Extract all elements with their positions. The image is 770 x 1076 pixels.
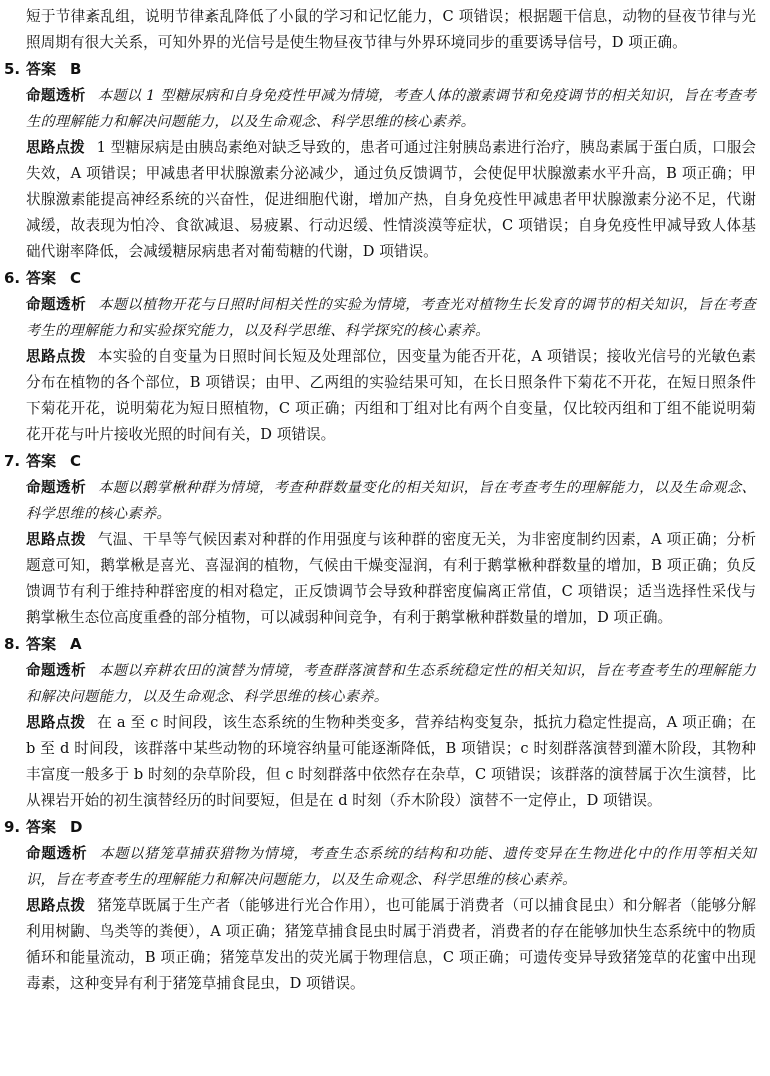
answer-line: [4, 265, 756, 292]
analysis-paragraph: [26, 344, 756, 448]
intro-paragraph: [26, 841, 756, 893]
analysis-text: 气温、干旱等气候因素对种群的作用强度与该种群的密度无关，为非密度制约因素，A 项正确；分析题意可知，鹅掌楸是喜光、喜湿润的植物，气候由干燥变湿润，有利于鹅掌楸种群数量的增加，B 项正确；负反馈调节有利于维持种群密度的相对稳定，正反馈调节会导致种群密度偏离正常值，C 项错误；适当选择性采伐与鹅掌楸生态位高度重叠的部分植物，可以减弱种间竞争，有利于鹅掌楸种群数量的增加，D 项正确。: [26, 531, 756, 626]
analysis-label: 思路点拨: [26, 348, 86, 365]
question-number: 6.: [4, 269, 21, 287]
analysis-text: 猪笼草既属于生产者（能够进行光合作用），也可能属于消费者（可以捕食昆虫）和分解者（能够分解利用树鼩、鸟类等的粪便），A 项正确；猪笼草捕食昆虫时属于消费者，消费者的存在能够加快生态系统中的物质循环和能量流动，B 项正确；猪笼草发出的荧光属于物理信息，C 项正确；可遗传变异导致猪笼草的花蜜中出现毒素，这种变异有利于猪笼草捕食昆虫，D 项错误。: [26, 897, 756, 992]
answer-line: [4, 814, 756, 841]
question-6: [4, 265, 756, 448]
continued-paragraph: 短于节律紊乱组，说明节律紊乱降低了小鼠的学习和记忆能力，C 项错误；根据题干信息，动物的昼夜节律与光照周期有很大关系，可知外界的光信号是使生物昼夜节律与外界环境同步的重要诱导信号，D 项正确。: [26, 8, 756, 51]
analysis-paragraph: [26, 135, 756, 265]
intro-paragraph: [26, 658, 756, 710]
intro-paragraph: [26, 292, 756, 344]
analysis-label: 思路点拨: [26, 531, 86, 548]
question-9: [4, 814, 757, 997]
answer-line: [4, 631, 756, 658]
question-5: [4, 56, 756, 265]
analysis-text: 本实验的自变量为日照时间长短及处理部位，因变量为能否开花，A 项错误；接收光信号的光敏色素分布在植物的各个部位，B 项错误；由甲、乙两组的实验结果可知，在长日照条件下菊花不开花，在短日照条件下菊花开花，说明菊花为短日照植物，C 项正确；丙组和丁组对比有两个自变量，仅比较丙组和丁组不能说明菊花开花与叶片接收光照的时间有关，D 项错误。: [26, 348, 756, 443]
answer-value: B: [70, 60, 82, 78]
intro-text: 本题以弃耕农田的演替为情境，考查群落演替和生态系统稳定性的相关知识，旨在考查考生的理解能力和解决问题能力，以及生命观念、科学思维的核心素养。: [26, 663, 756, 705]
question-7: [4, 448, 756, 631]
answer-line: [4, 56, 756, 83]
intro-text: 本题以猪笼草捕获猎物为情境，考查生态系统的结构和功能、遗传变异在生物进化中的作用等相关知识，旨在考查考生的理解能力和解决问题能力，以及生命观念、科学思维的核心素养。: [26, 846, 757, 888]
intro-label: 命题透析: [26, 479, 87, 496]
analysis-label: 思路点拨: [26, 139, 85, 156]
analysis-text: 1 型糖尿病是由胰岛素绝对缺乏导致的，患者可通过注射胰岛素进行治疗，胰岛素属于蛋白质，口服会失效，A 项错误；甲减患者甲状腺激素分泌减少，通过负反馈调节，会使促甲状腺激素水平升高，B 项正确；甲状腺激素能提高神经系统的兴奋性，促进细胞代谢，增加产热，自身免疫性甲减患者甲状腺激素分泌不足，代谢减缓，故表现为怕冷、食欲减退、易疲累、行动迟缓、性情淡漠等症状，C 项错误；自身免疫性甲减导致人体基础代谢率降低，会减缓糖尿病患者对葡萄糖的代谢，D 项错误。: [26, 139, 756, 260]
answer-label: 答案: [26, 269, 57, 287]
intro-text: 本题以 1 型糖尿病和自身免疫性甲减为情境，考查人体的激素调节和免疫调节的相关知识，旨在考查考生的理解能力和解决问题能力，以及生命观念、科学思维的核心素养。: [26, 88, 756, 130]
question-number: 5.: [4, 60, 21, 78]
analysis-label: 思路点拨: [26, 897, 86, 914]
answer-label: 答案: [26, 60, 57, 78]
intro-text: 本题以鹅掌楸种群为情境，考查种群数量变化的相关知识，旨在考查考生的理解能力，以及生命观念、科学思维的核心素养。: [26, 480, 756, 522]
answer-line: [4, 448, 756, 475]
question-number: 7.: [4, 452, 21, 470]
analysis-text: 在 a 至 c 时间段，该生态系统的生物种类变多，营养结构变复杂，抵抗力稳定性提高，A 项正确；在 b 至 d 时间段，该群落中某些动物的环境容纳量可能逐渐降低，B 项错误；c 时刻群落演替到灌木阶段，其物种丰富度一般多于 b 时刻的杂草阶段，但 c 时刻群落中依然存在杂草，C 项错误；该群落的演替属于次生演替，比从裸岩开始的初生演替经历的时间要短，但是在 d 时刻（乔木阶段）演替不一定停止，D 项错误。: [26, 714, 757, 809]
question-number: 9.: [4, 818, 21, 836]
analysis-label: 思路点拨: [26, 714, 86, 731]
question-number: 8.: [4, 635, 21, 653]
answer-label: 答案: [26, 635, 57, 653]
analysis-paragraph: [26, 527, 756, 631]
answer-label: 答案: [26, 818, 57, 836]
intro-label: 命题透析: [26, 296, 87, 313]
intro-text: 本题以植物开花与日照时间相关性的实验为情境，考查光对植物生长发育的调节的相关知识，旨在考查考生的理解能力和实验探究能力，以及科学思维、科学探究的核心素养。: [26, 297, 756, 339]
intro-paragraph: [26, 83, 756, 135]
intro-label: 命题透析: [26, 845, 88, 862]
intro-paragraph: [26, 475, 756, 527]
answer-label: 答案: [26, 452, 57, 470]
intro-label: 命题透析: [26, 662, 87, 679]
answer-value: C: [70, 452, 82, 470]
analysis-paragraph: [26, 710, 756, 814]
intro-label: 命题透析: [26, 87, 86, 104]
analysis-paragraph: [26, 893, 756, 997]
question-8: [4, 631, 757, 814]
answer-value: C: [70, 269, 82, 287]
answer-value: D: [70, 818, 83, 836]
answer-value: A: [70, 635, 82, 653]
